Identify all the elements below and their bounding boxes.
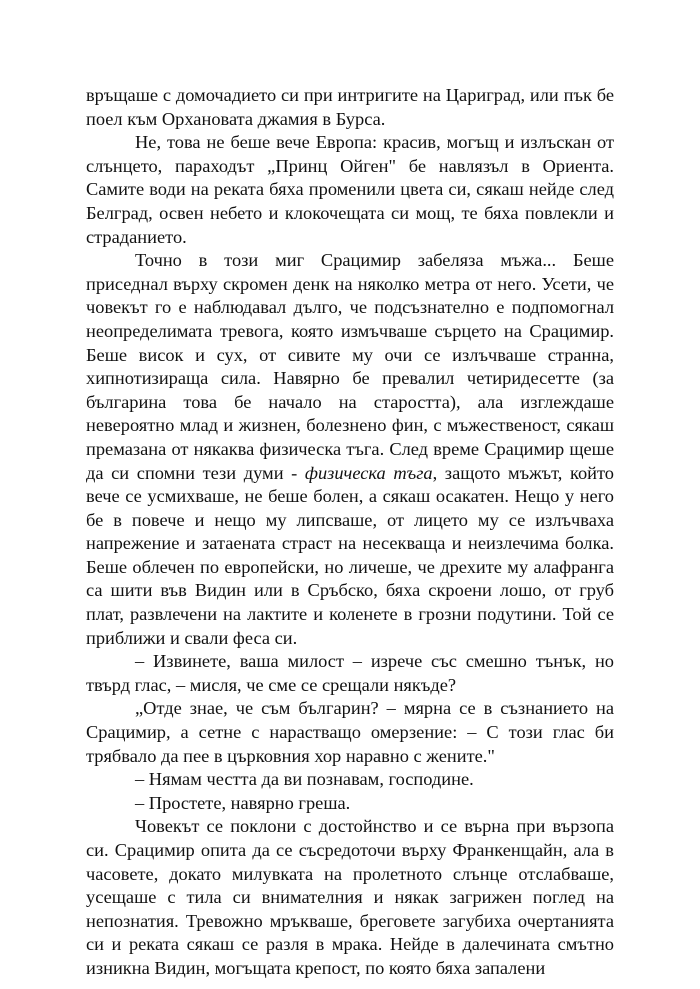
paragraph-3-text-a: Точно в този миг Срацимир забеляза мъжа... Беше приседнал върху скромен денк на няколко метра от него. Усети, че човекът го е наблюдавал дълго, че подсъзнателно е подпомогнал неопределимата тревога, която измъчваше сърцето на Срацимир. Беше висок и сух, от сивите му очи се излъчваше странна, хипнотизираща сила. Навярно бе превалил четиридесетте (за българина това бе начало на старостта), ала изглеждаше невероятно млад и жизнен, болезнено фин, с мъжественост, сякаш премазана от някаква физическа тъга. След време Срацимир щеше да си спомни тези думи - [86, 250, 614, 483]
paragraph-5: „Отде знае, че съм българин? – мярна се в съзнанието на Срацимир, а сетне с нарастващо омерзение: – С този глас би трябвало да пее в църковния хор наравно с жените." [86, 698, 614, 766]
body-text [86, 84, 614, 981]
paragraph-8: Човекът се поклони с достойнство и се върна при вързопа си. Срацимир опита да се съсредоточи върху Франкенщайн, ала в часовете, докато милувката на пролетното слънце отслабваше, усещаше с тила си внимателния и някак загрижен поглед на непознатия. Тревожно мръкваше, бреговете загубиха очертанията си и реката сякаш се разля в мрака. Нейде в далечината смътно изникна Видин, могъщата крепост, по която бяха запалени [86, 816, 614, 978]
paragraph-2: Не, това не беше вече Европа: красив, могъщ и излъскан от слънцето, параходът „Принц Ойген" бе навлязъл в Ориента. Самите води на реката бяха променили цвета си, сякаш нейде след Белград, освен небето и клокочещата си мощ, те бяха повлекли и страданието. [86, 132, 614, 247]
paragraph-1: връщаше с домочадието си при интригите на Цариград, или пък бе поел към Орхановата джамия в Бурса. [86, 85, 614, 129]
paragraph-4: – Извинете, ваша милост – изрече със смешно тънък, но твърд глас, – мисля, че сме се срещали някъде? [86, 651, 614, 695]
paragraph-6: – Нямам честта да ви познавам, господине. [135, 769, 474, 790]
paragraph-3-italic: физическа тъга [304, 462, 433, 483]
paragraph-7: – Простете, навярно греша. [135, 792, 351, 813]
paragraph-3-text-b: , защото мъжът, който вече се усмихваше, не беше болен, а сякаш осакатен. Нещо у него бе в повече и нещо му липсваше, от лицето му се излъчваха напрежение и затаената страст на несекваща и неизлечима болка. Беше облечен по европейски, но личеше, че дрехите му алафранга са шити във Видин или в Сръбско, бяха скроени лошо, от груб плат, развлечени на лактите и коленете в грозни подутини. Той се приближи и свали феса си. [86, 462, 614, 648]
paragraph-3 [86, 249, 614, 650]
